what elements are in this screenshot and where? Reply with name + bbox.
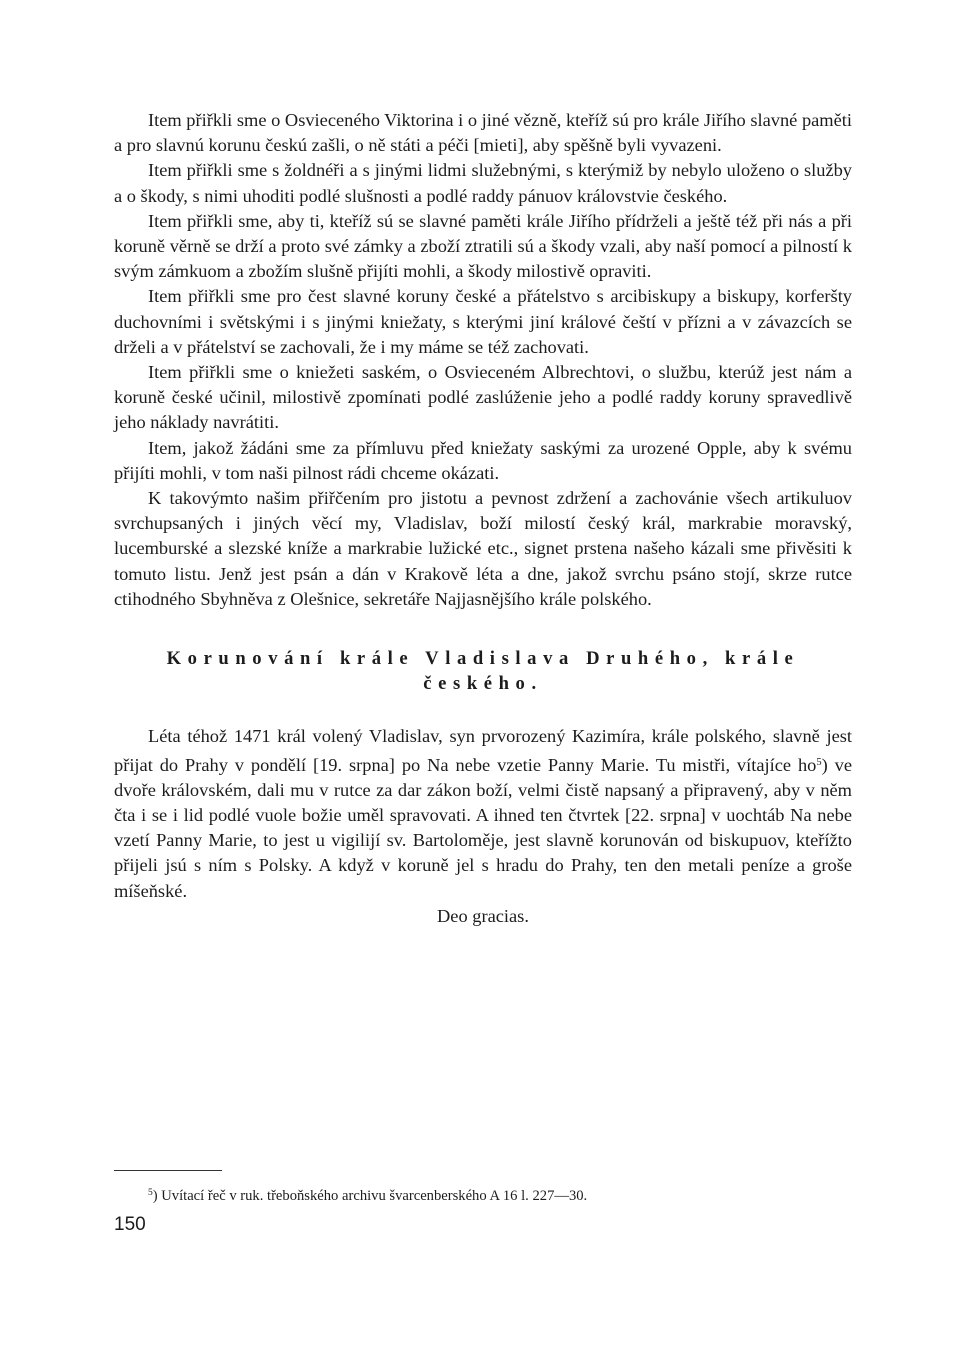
paragraph-cest-koruny: Item přiřkli sme pro čest slavné koruny české a přátelstvo s arcibiskupy a biskupy, korferšty duchovními i světskými i s jinými kniežaty, s kterými jiní králové čeští v přízni a v závazcích se drželi a v přátelství se zachovali, že i my máme se též zachovati. <box>114 286 852 357</box>
page-body <box>114 108 852 929</box>
paragraph-opple: Item, jakož žádáni sme za přímluvu před kniežaty saskými za urozené Opple, aby k svému přijíti mohli, v tom naši pilnost rádi chceme okázati. <box>114 437 852 483</box>
paragraph-viktorin: Item přiřkli sme o Osvieceného Viktorina i o jiné vězně, kteříž sú pro krále Jiřího slavné paměti a pro slavnú korunu českú zašli, o ně státi a péči [mieti], aby spěšně byli vyvazeni. <box>114 110 852 156</box>
paragraph-coronation <box>114 724 852 903</box>
coronation-text-end: ve dvoře královském, dali mu v rutce za dar zákon boží, velmi čistě napsaný a připravený, aby v něm čta i se i lid podlé vuole božie uměl spravovati. A ihned ten čtvrtek [22. srpna] v uochtáb Na nebe vzetí Panny Marie, to jest u vigilijí sv. Bartoloměje, jest slavně korunován od biskupuov, kteřížto přijeli jsú s ním s Polsky. A když v koruně jel s hradu do Prahy, ten den metali peníze a groše míšeňské. <box>114 754 852 901</box>
paragraph-zoldneri: Item přiřkli sme s žoldnéři a s jinými lidmi služebnými, s kterýmiž by nebylo uloženo o služby a o škody, s nimi uhoditi podlé slušnosti a podlé raddy pánuov královstvie českého. <box>114 160 852 206</box>
paragraph-albrecht: Item přiřkli sme o kniežeti saském, o Osvieceném Albrechtovi, o službu, kterúž jest nám a koruně české učinil, milostivě zpomínati podlé zaslúženie jeho a podlé raddy koruny spravedlivě jeho náklady navrátiti. <box>114 362 852 433</box>
footnote-divider <box>114 1170 222 1171</box>
footnote-mark: 5 <box>148 1188 153 1198</box>
paragraph-zamky: Item přiřkli sme, aby ti, kteříž sú se slavné paměti krále Jiřího přídrželi a ještě též při nás a při koruně věrně se drží a proto své zámky a zboží ztratili sú a škody vzali, aby naší pomocí a pilností k svým zámkuom a zbožím slušně přijíti mohli, a škody milostivě opraviti. <box>114 210 852 282</box>
footnote-text: ) Uvítací řeč v ruk. třeboňského archivu švarcenberského A 16 l. 227—30. <box>152 1188 588 1204</box>
coronation-text-start: Léta téhož 1471 král volený Vladislav, syn prvorozený Kazimíra, krále polského, slavně jest přijat do Prahy v pondělí [19. srpna] po Na nebe vzetie Panny Marie. Tu mistři, vítajíce ho <box>114 726 852 775</box>
spacer <box>114 696 852 724</box>
footnote <box>148 1184 848 1205</box>
page-number: 150 <box>114 1214 146 1235</box>
closing-line: Deo gracias. <box>437 905 529 926</box>
footnote-reference-paren: ) <box>821 754 828 775</box>
footnote-reference: 5 <box>816 756 822 768</box>
section-heading: Korunování krále Vladislava Druhého, krále českého. <box>166 648 800 695</box>
paragraph-signet: K takovýmto našim přiřčením pro jistotu a pevnost zdržení a zachovánie všech artikuluov svrchupsaných i jiných věcí my, Vladislav, boží milostí český král, markrabie moravský, lucemburské a slezské kníže a markrabie lužické etc., signet prstena našeho kázali sme přivěsiti k tomuto listu. Jenž jest psán a dán v Krakově léta a dne, jakož svrchu psáno stojí, skrze rutce ctihodného Sbyhněva z Olešnice, sekretáře Najjasnějšího krále polského. <box>114 488 852 609</box>
